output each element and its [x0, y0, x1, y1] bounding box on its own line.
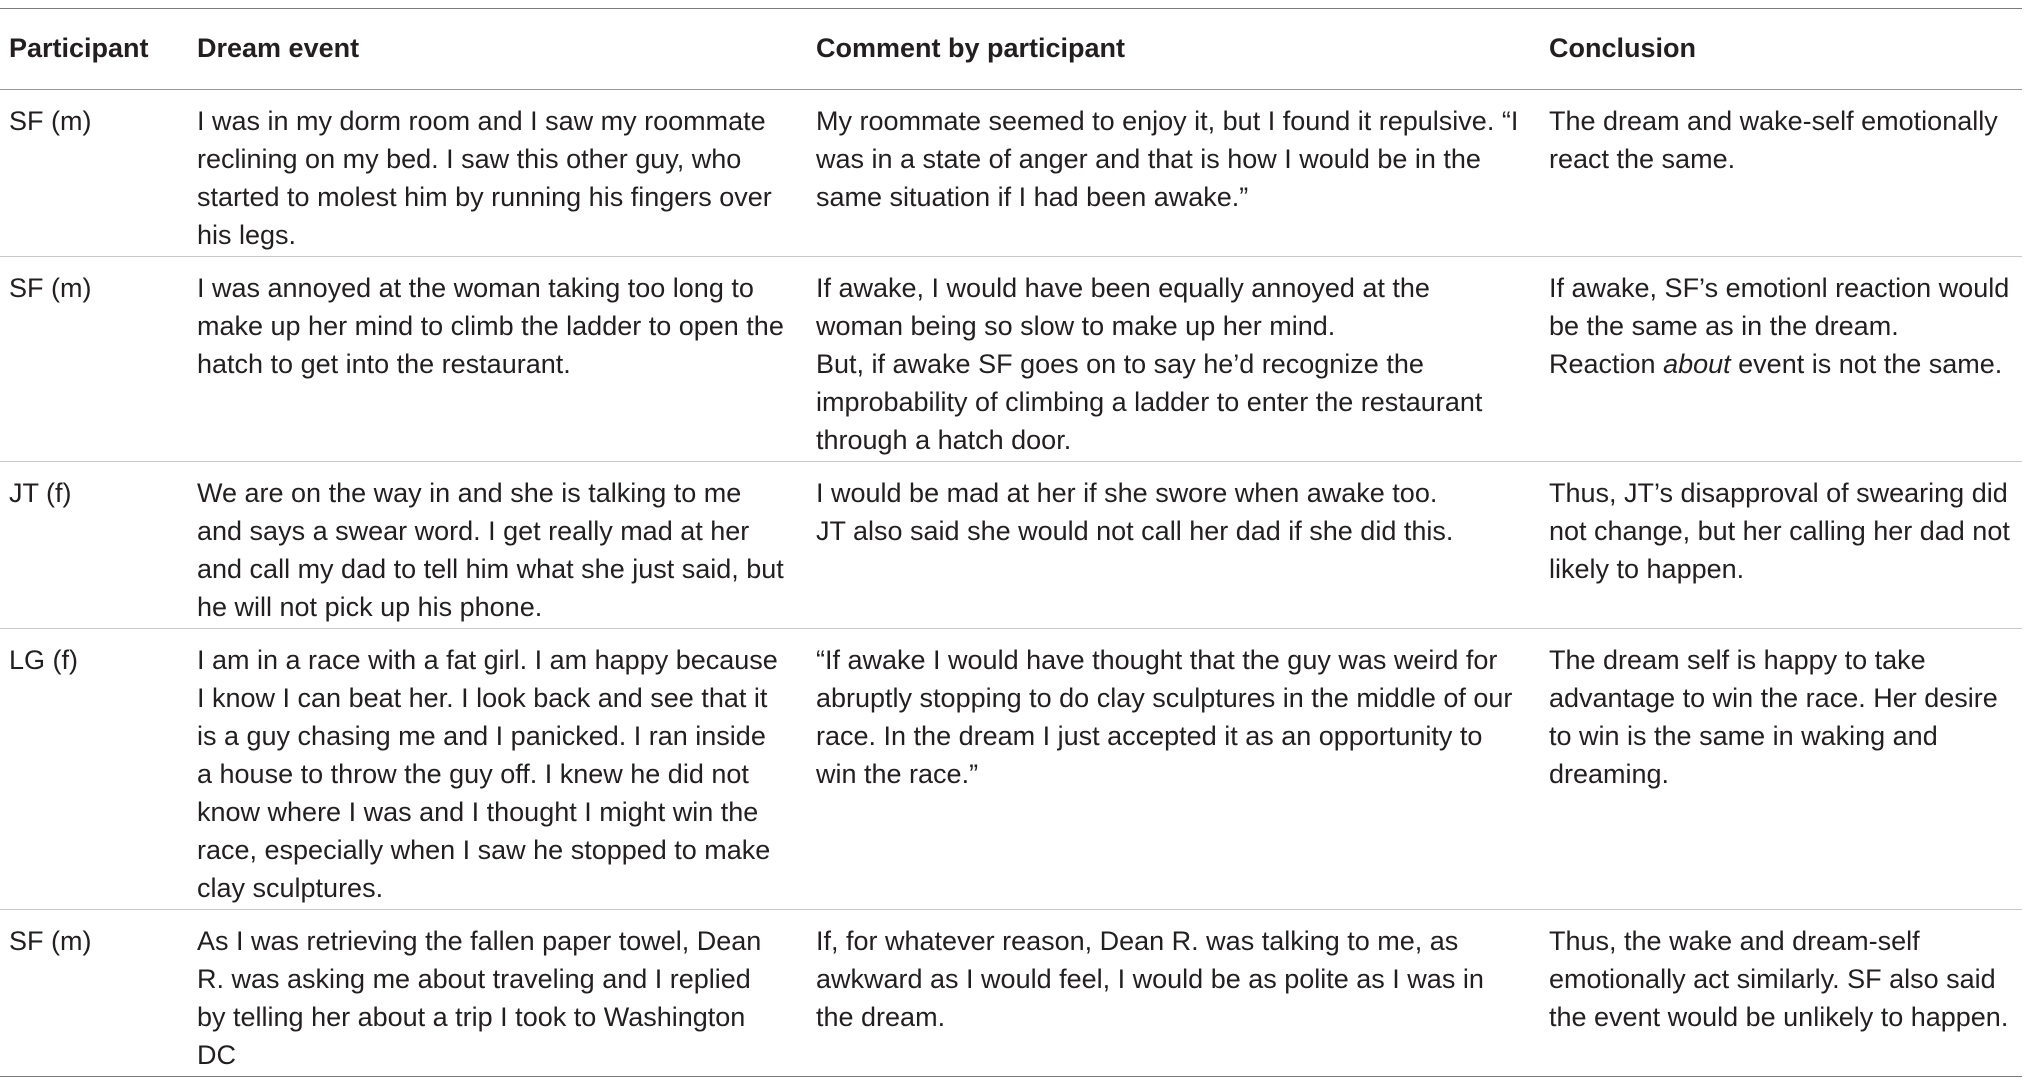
header-participant: Participant: [9, 33, 149, 63]
conclusion-emphasis: about: [1663, 349, 1731, 379]
dream-comparison-table: [0, 8, 2022, 1077]
dream-event-cell: I am in a race with a fat girl. I am happy because I know I can beat her. I look back and see that it is a guy chasing me and I panicked. I ran inside a house to throw the guy off. I knew he did not know where I was and I thought I might win the race, especially when I saw he stopped to make clay sculptures.: [197, 645, 778, 903]
comment-paragraph: My roommate seemed to enjoy it, but I found it repulsive. “I was in a state of anger and that is how I would be in the same situation if I had been awake.”: [816, 106, 1519, 212]
header-row: [0, 9, 2022, 90]
comment-cell: [816, 257, 1549, 462]
comment-cell: [816, 629, 1549, 910]
conclusion-paragraph: [1549, 269, 2014, 345]
participant-cell: SF (m): [9, 926, 92, 956]
participant-cell: SF (m): [9, 106, 92, 136]
table-row: [0, 629, 2022, 910]
conclusion-paragraph: [1549, 641, 2014, 793]
conclusion-paragraph: [1549, 345, 2014, 383]
comment-paragraph: JT also said she would not call her dad if she did this.: [816, 516, 1454, 546]
comment-paragraph: If awake, I would have been equally annoyed at the woman being so slow to make up her mind.: [816, 273, 1430, 341]
header-conclusion: Conclusion: [1549, 33, 1696, 63]
table-row: [0, 90, 2022, 257]
dream-event-cell: We are on the way in and she is talking to me and says a swear word. I get really mad at her and call my dad to tell him what she just said, but he will not pick up his phone.: [197, 478, 784, 622]
conclusion-text: Thus, JT’s disapproval of swearing did not change, but her calling her dad not likely to happen.: [1549, 478, 2010, 584]
conclusion-cell: [1549, 910, 2022, 1077]
table-container: [0, 8, 2022, 1077]
participant-cell: LG (f): [9, 645, 79, 675]
participant-cell: SF (m): [9, 273, 92, 303]
header-dream-event: Dream event: [197, 33, 360, 63]
table-body: [0, 90, 2022, 1077]
conclusion-text: Reaction: [1549, 349, 1664, 379]
dream-event-cell: I was in my dorm room and I saw my roommate reclining on my bed. I saw this other guy, who started to molest him by running his fingers over his legs.: [197, 106, 772, 250]
conclusion-text: The dream and wake-self emotionally react the same.: [1549, 106, 1998, 174]
dream-event-cell: I was annoyed at the woman taking too long to make up her mind to climb the ladder to open the hatch to get into the restaurant.: [197, 273, 784, 379]
conclusion-text: The dream self is happy to take advantage to win the race. Her desire to win is the same in waking and dreaming.: [1549, 645, 1998, 789]
conclusion-text: If awake, SF’s emotionl reaction would be the same as in the dream.: [1549, 273, 2010, 341]
conclusion-paragraph: [1549, 102, 2014, 178]
dream-event-cell: As I was retrieving the fallen paper towel, Dean R. was asking me about traveling and I replied by telling her about a trip I took to Washington DC: [197, 926, 762, 1070]
table-row: [0, 257, 2022, 462]
comment-paragraph: If, for whatever reason, Dean R. was talking to me, as awkward as I would feel, I would be as polite as I was in the dream.: [816, 926, 1484, 1032]
table-row: [0, 462, 2022, 629]
comment-paragraph: But, if awake SF goes on to say he’d recognize the improbability of climbing a ladder to enter the restaurant through a hatch door.: [816, 349, 1483, 455]
conclusion-paragraph: [1549, 474, 2014, 588]
comment-paragraph: “If awake I would have thought that the guy was weird for abruptly stopping to do clay sculptures in the middle of our race. In the dream I just accepted it as an opportunity to win the race.”: [816, 645, 1513, 789]
conclusion-text: Thus, the wake and dream-self emotionally act similarly. SF also said the event would be unlikely to happen.: [1549, 926, 2009, 1032]
header-comment: Comment by participant: [816, 33, 1126, 63]
comment-cell: [816, 910, 1549, 1077]
conclusion-text: event is not the same.: [1730, 349, 2003, 379]
table-row: [0, 910, 2022, 1077]
comment-paragraph: I would be mad at her if she swore when awake too.: [816, 478, 1438, 508]
comment-cell: [816, 90, 1549, 257]
participant-cell: JT (f): [9, 478, 72, 508]
conclusion-cell: [1549, 257, 2022, 462]
table-header: [0, 9, 2022, 90]
conclusion-cell: [1549, 629, 2022, 910]
comment-cell: [816, 462, 1549, 629]
conclusion-cell: [1549, 90, 2022, 257]
conclusion-cell: [1549, 462, 2022, 629]
conclusion-paragraph: [1549, 922, 2014, 1036]
